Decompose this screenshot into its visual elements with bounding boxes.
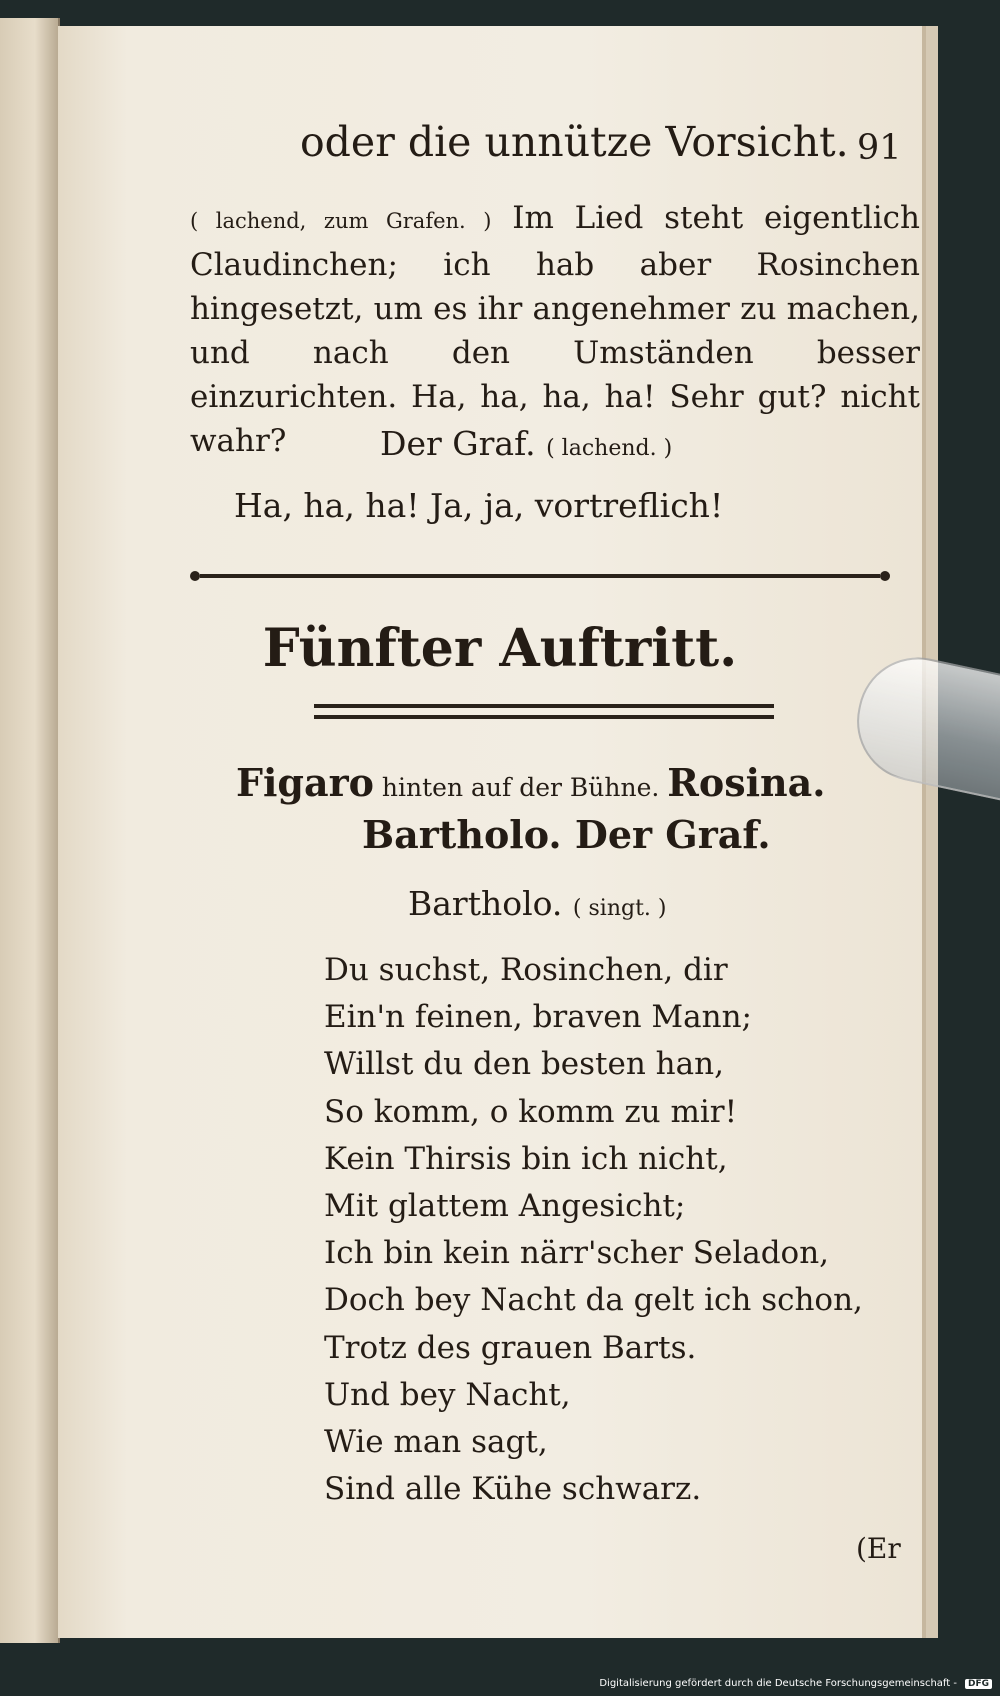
person-rosina: Rosina. <box>667 760 826 805</box>
footer-text: Digitalisierung gefördert durch die Deutsche Forschungsgemeinschaft - <box>599 1678 957 1689</box>
verse-line: Ein'n feinen, braven Mann; <box>324 999 752 1036</box>
scene-title: Fünfter Auftritt. <box>262 618 738 679</box>
verse-line: Trotz des grauen Barts. <box>324 1329 697 1366</box>
dialogue-paragraph <box>190 196 920 463</box>
double-rule <box>314 704 774 719</box>
speaker-heading-bartholo <box>408 884 667 923</box>
verse-line: Doch bey Nacht da gelt ich schon, <box>324 1282 863 1319</box>
catchword: (Er <box>856 1532 901 1565</box>
song-verse <box>324 947 863 1513</box>
speaker-name: Bartholo. <box>408 884 563 923</box>
verse-line: Und bey Nacht, <box>324 1376 571 1413</box>
verse-line: Wie man sagt, <box>324 1424 548 1461</box>
paragraph-text: Im Lied steht eigentlich Claudinchen; ich hab aber Rosinchen hingesetzt, um es ihr angenehmer zu machen, und nach den Umständen besser einzurichten. Ha, ha, ha, ha! Sehr gut? nicht wahr? <box>190 200 920 459</box>
graf-line: Ha, ha, ha! Ja, ja, vortreflich! <box>234 486 724 525</box>
stage-direction: ( singt. ) <box>572 896 667 921</box>
verse-line: Du suchst, Rosinchen, dir <box>324 952 728 988</box>
speaker-heading-graf <box>380 424 672 463</box>
persons-line-2: Bartholo. Der Graf. <box>362 812 771 857</box>
verse-line: Sind alle Kühe schwarz. <box>324 1471 702 1508</box>
rule-bar <box>200 574 880 578</box>
dfg-logo: DFG <box>965 1679 992 1689</box>
ornamental-rule <box>190 571 890 581</box>
rule-cap-left <box>190 571 200 581</box>
persons-line-1 <box>236 760 826 805</box>
page-fore-edge <box>922 26 926 1638</box>
verse-line: Mit glattem Angesicht; <box>324 1188 686 1225</box>
verse-line: Ich bin kein närr'scher Seladon, <box>324 1235 830 1272</box>
stage-direction: ( lachend. ) <box>546 436 673 461</box>
footer-credit <box>0 1678 1000 1696</box>
speaker-name: Der Graf. <box>380 424 536 463</box>
stage-direction: ( lachend, zum Grafen. ) <box>190 209 492 233</box>
verse-line: So komm, o komm zu mir! <box>324 1093 738 1130</box>
verse-line: Kein Thirsis bin ich nicht, <box>324 1140 728 1177</box>
persons-note: hinten auf der Bühne. <box>373 773 668 802</box>
running-head: oder die unnütze Vorsicht. <box>300 118 849 166</box>
left-page-edge <box>0 18 60 1643</box>
rule-cap-right <box>880 571 890 581</box>
page-number: 91 <box>857 128 902 168</box>
person-figaro: Figaro <box>236 760 374 805</box>
verse-line: Willst du den besten han, <box>324 1046 724 1083</box>
